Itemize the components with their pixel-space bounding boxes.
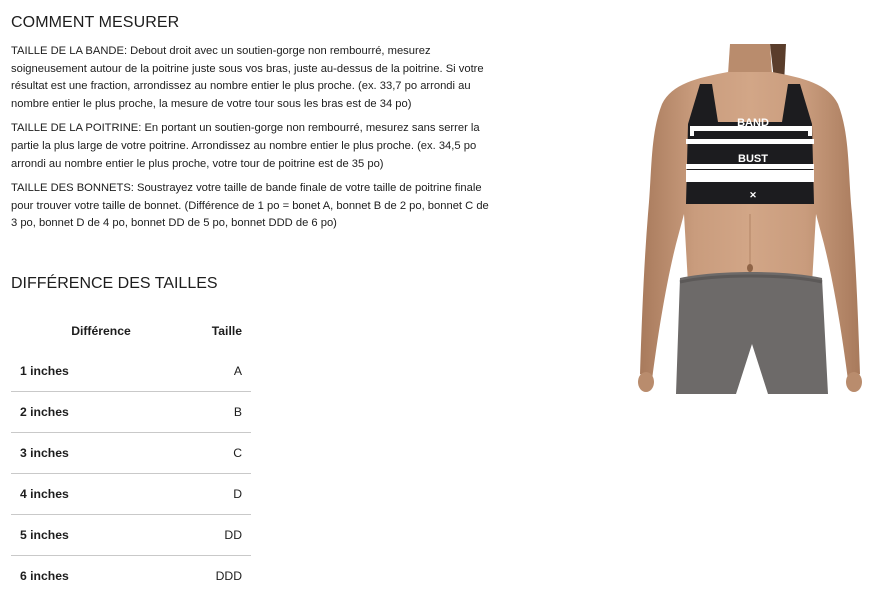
table-row — [11, 433, 251, 474]
table-row — [11, 392, 251, 433]
difference-cell: 5 inches — [20, 528, 69, 542]
difference-cell: 3 inches — [20, 446, 69, 460]
bust-size-instructions: TAILLE DE LA POITRINE: En portant un soutien-gorge non rembourré, mesurez sans serrer la partie la plus large de votre poitrine. Arrondissez au nombre entier le plus proche. (ex. 34,5 po arrondi au nombre entier le plus proche, votre tour de poitrine est de 35 po) — [11, 122, 480, 170]
difference-cell: 4 inches — [20, 487, 69, 501]
band-tick-left — [690, 126, 694, 136]
navel-shape — [747, 264, 753, 272]
cup-size-cell: DDD — [215, 569, 242, 583]
neck-shape — [728, 44, 772, 74]
table-row — [11, 556, 251, 596]
cup-size-cell: A — [233, 364, 242, 378]
difference-cell: 6 inches — [20, 569, 69, 583]
model-illustration — [636, 44, 864, 394]
bust-label: BUST — [738, 153, 768, 165]
table-header — [11, 311, 251, 351]
band-label: BAND — [737, 117, 769, 129]
difference-cell: 1 inches — [20, 364, 69, 378]
band-size-instructions: TAILLE DE LA BANDE: Debout droit avec un soutien-gorge non rembourré, mesurez soigneusement autour de la poitrine juste sous vos bras, juste au-dessus de la poitrine. Si votre résultat est une fraction, arrondissez au nombre entier le plus proche. (ex. 33,7 po arrondi au nombre entier le plus proche, la mesure de votre tour sous les bras est de 34 po) — [11, 45, 484, 110]
cup-size-instructions: TAILLE DES BONNETS: Soustrayez votre taille de bande finale de votre taille de poitrine finale pour trouver votre taille de bonnet. (Différence de 1 po = bonet A, bonnet B de 2 po, bonnet C de 3 po, bonnet D de 4 po, bonnet DD de 5 po, bonnet DDD de 6 po) — [11, 182, 489, 230]
cup-size-cell: C — [233, 446, 242, 460]
table-row — [11, 351, 251, 392]
table-row — [11, 474, 251, 515]
right-hand — [846, 372, 862, 392]
cup-size-cell: B — [233, 405, 242, 419]
band-tick-right — [808, 126, 812, 136]
header-difference: Différence — [71, 324, 131, 338]
bust-measure-line-top — [686, 139, 814, 144]
how-to-measure-title: COMMENT MESURER — [11, 14, 180, 31]
brand-logo-icon: ✕ — [749, 190, 757, 200]
band-measure-line-bottom — [686, 170, 814, 182]
table-row — [11, 515, 251, 556]
cup-size-cell: D — [233, 487, 242, 501]
difference-cell: 2 inches — [20, 405, 69, 419]
size-difference-table — [11, 311, 251, 596]
shorts — [676, 272, 828, 394]
cup-size-cell: DD — [224, 528, 242, 542]
measurement-figure — [636, 44, 864, 394]
left-hand — [638, 372, 654, 392]
header-size: Taille — [211, 324, 242, 338]
how-to-measure-section — [11, 14, 491, 240]
size-difference-title: DIFFÉRENCE DES TAILLES — [11, 275, 218, 292]
